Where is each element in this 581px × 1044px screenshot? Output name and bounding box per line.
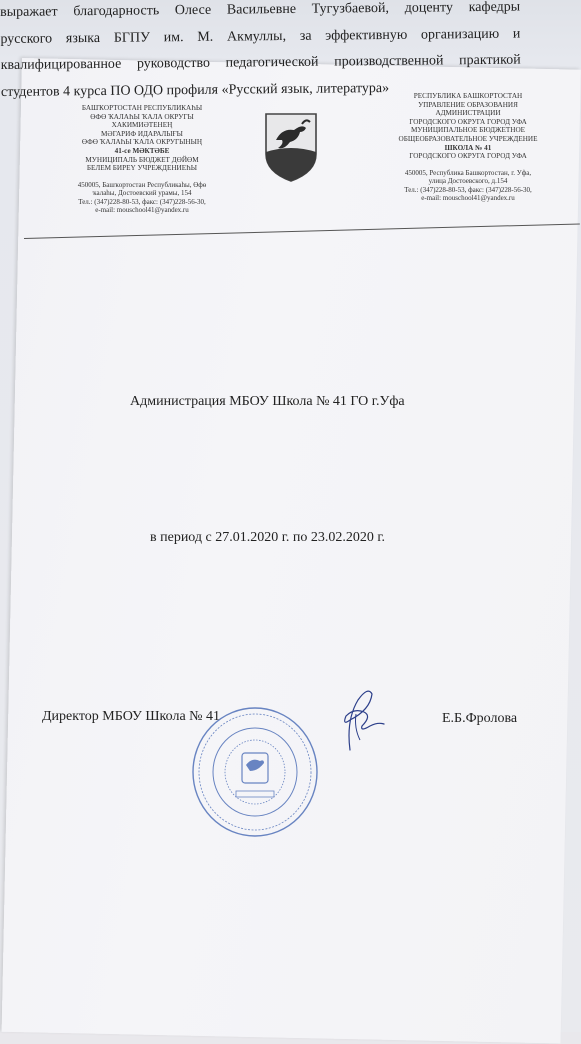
header-right-line: ГОРОДСКОГО ОКРУГА ГОРОД УФА (409, 117, 527, 126)
header-left-block (44, 104, 240, 214)
email-line: e-mail: mouschool41@yandex.ru (95, 205, 189, 214)
letter-period: в период с 27.01.2020 г. по 23.02.2020 г. (150, 530, 386, 545)
header-left-line: ӨФӨ ҠАЛАҺЫ ҠАЛА ОКРУГЫНЫҢ (81, 138, 203, 147)
address-line: ҡалаһы, Достоевский урамы, 154 (92, 189, 192, 198)
letter-body-line: квалифицированное руководство педагогической производственной практикой (0, 52, 521, 73)
header-right-line: РЕСПУБЛИКА БАШКОРТОСТАН (413, 92, 523, 100)
official-seal-icon (190, 705, 320, 840)
header-left-line: МӘГАРИФ ИДАРАЛЫҒЫ (101, 129, 183, 138)
header-right-address (370, 169, 566, 203)
header-left-school-number: 41-се МӘКТӘБЕ (114, 146, 170, 155)
address-line: 450005, Республика Башкортостан, г. Уфа, (404, 168, 532, 177)
handwritten-signature-icon (320, 680, 400, 760)
header-left-line: БЕЛЕМ БИРЕҮ УЧРЕЖДЕНИЕҺЫ (86, 164, 198, 173)
header-right-block (370, 92, 566, 202)
header-right-school-number: ШКОЛА № 41 (444, 143, 492, 152)
address-line: 450005, Башҡортостан Республикаһы, Өфө (77, 180, 207, 189)
header-right-line: ГОРОДСКОГО ОКРУГА ГОРОД УФА (409, 152, 527, 161)
ufa-coat-of-arms-icon (262, 110, 320, 184)
director-position: Директор МБОУ Школа № 41 (42, 709, 221, 724)
header-left-line: МУНИЦИПАЛЬ БЮДЖЕТ ДӨЙӨМ (85, 155, 199, 164)
header-left-address (44, 181, 240, 215)
letter-body-line: выражает благодарность Олесе Васильевне Тугузбаевой, доценту кафедры (0, 0, 521, 20)
letter-body-line: студентов 4 курса ПО ОДО профиля «Русский язык, литература» (0, 80, 390, 100)
director-name: Е.Б.Фролова (442, 711, 518, 726)
address-line: Тел.: (347)228-80-53, факс: (347)228-56-30, (78, 197, 206, 206)
address-line: Тел.: (347)228-80-53, факс: (347)228-56-30, (404, 185, 532, 194)
header-right-line: АДМИНИСТРАЦИИ (435, 109, 501, 118)
letter-title: Администрация МБОУ Школа № 41 ГО г.Уфа (130, 394, 405, 409)
address-line: улица Достоевского, д.154 (428, 177, 508, 186)
header-left-line: ӨФӨ ҠАЛАҺЫ ҠАЛА ОКРУГЫ (90, 112, 194, 121)
header-right-line: МУНИЦИПАЛЬНОЕ БЮДЖЕТНОЕ (410, 126, 526, 135)
letter-body-line: русского языка БГПУ им. М. Акмуллы, за эффективную организацию и (0, 26, 521, 47)
header-left-line: БАШҠОРТОСТАН РЕСПУБЛИКАҺЫ (81, 104, 203, 112)
header-right-line: УПРАВЛЕНИЕ ОБРАЗОВАНИЯ (418, 100, 518, 109)
email-line: e-mail: mouschool41@yandex.ru (421, 193, 515, 202)
letter-body (0, 0, 521, 106)
header-right-line: ОБЩЕОБРАЗОВАТЕЛЬНОЕ УЧРЕЖДЕНИЕ (398, 134, 538, 143)
header-left-line: ХАКИМИӘТЕНЕҢ (111, 121, 173, 130)
